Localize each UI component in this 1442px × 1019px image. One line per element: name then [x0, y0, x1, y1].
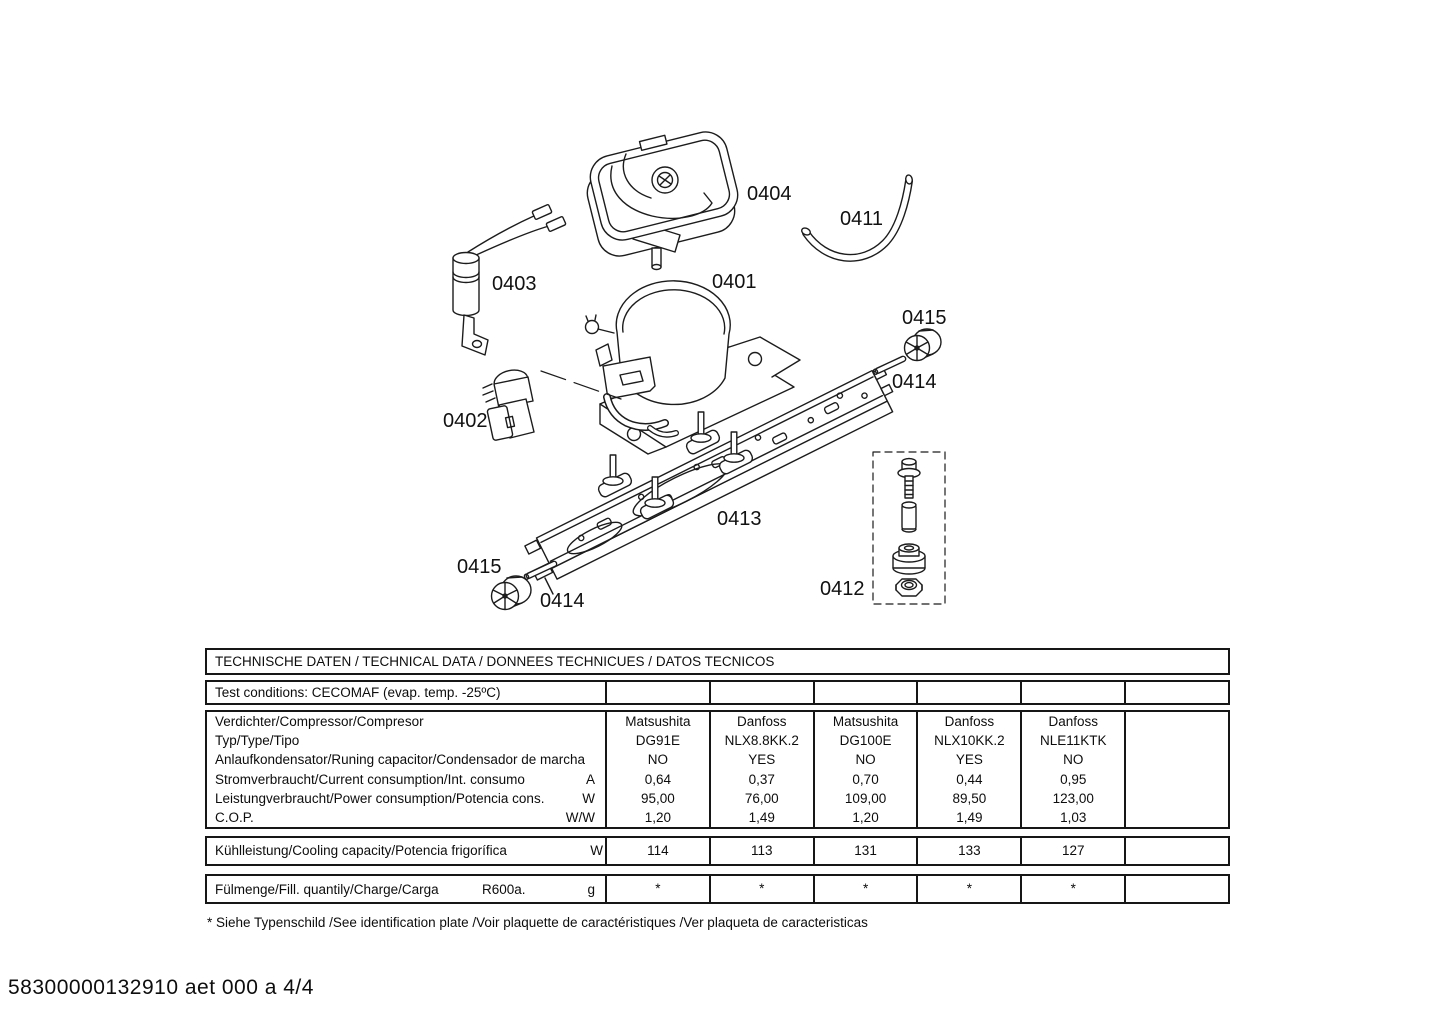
empty-cell	[1124, 682, 1228, 703]
cooling-value: 113	[750, 843, 773, 859]
cooling-capacity-row	[205, 836, 1230, 866]
part-0404-evaporation-tray	[583, 127, 743, 269]
part-label-0402: 0402	[443, 410, 488, 432]
spec-value: 1,03	[1060, 809, 1087, 825]
empty-cell	[813, 682, 917, 703]
spec-value: YES	[955, 752, 983, 768]
spec-label: Anlaufkondensator/Runing capacitor/Condensador de marcha	[215, 752, 585, 768]
fill-value: *	[966, 881, 973, 897]
spec-label: Verdichter/Compressor/Compresor	[215, 714, 424, 730]
spec-value: YES	[748, 752, 776, 768]
empty-cell	[709, 682, 813, 703]
spec-label: Typ/Type/Tipo	[215, 733, 300, 749]
spec-value: 0,37	[748, 771, 775, 787]
spec-value: 95,00	[641, 790, 675, 806]
spec-value: 76,00	[744, 790, 779, 806]
spec-label-column	[207, 712, 605, 827]
table-title: TECHNISCHE DATEN / TECHNICAL DATA / DONNEES TECHNICUES / DATOS TECNICOS	[215, 654, 775, 669]
fill-value: *	[1070, 881, 1076, 897]
part-label-0412: 0412	[820, 578, 865, 600]
empty-cell	[605, 682, 709, 703]
part-label-0401: 0401	[712, 271, 757, 293]
cooling-unit: W	[590, 843, 603, 859]
spec-value: NO	[1063, 752, 1084, 768]
spec-label: Leistungverbraucht/Power consumption/Potencia cons.	[215, 790, 545, 806]
spec-value: 109,00	[844, 790, 887, 806]
spec-column-5	[1020, 712, 1124, 827]
fill-value: *	[862, 881, 869, 897]
compressor-spec-table	[205, 710, 1230, 829]
part-label-0403: 0403	[492, 273, 537, 295]
spec-value: 1,20	[644, 809, 672, 825]
spec-column-6	[1124, 712, 1228, 827]
footnote: * Siehe Typenschild /See identification plate /Voir plaquette de caractéristiques /Ver plaqueta de caracteristicas	[207, 915, 868, 930]
test-conditions-text: Test conditions: CECOMAF (evap. temp. -25ºC)	[215, 684, 501, 700]
spec-value: DG91E	[635, 733, 681, 749]
spec-column-1	[605, 712, 709, 827]
spec-value: Matsushita	[832, 714, 899, 730]
cooling-value: 133	[958, 843, 981, 859]
cooling-value: 131	[854, 843, 877, 859]
part-label-0415-top: 0415	[902, 307, 947, 329]
part-label-0413: 0413	[717, 508, 762, 530]
spec-value: NLX10KK.2	[934, 733, 1005, 749]
spec-value: NLE11KTK	[1039, 733, 1107, 749]
table-title-bar	[205, 648, 1230, 675]
empty-cell	[916, 682, 1020, 703]
part-label-0414-bottom: 0414	[540, 590, 585, 612]
document-id: 58300000132910 aet 000 a 4/4	[8, 976, 314, 999]
spec-unit: A	[585, 771, 595, 787]
part-0412-fixing-kit	[873, 452, 945, 604]
cooling-label: Kühlleistung/Cooling capacity/Potencia frigorífica	[215, 843, 507, 859]
fill-quantity-row	[205, 874, 1230, 904]
spec-value: Danfoss	[944, 714, 995, 730]
test-conditions-row	[205, 680, 1230, 705]
spec-column-4	[916, 712, 1020, 827]
spec-value: 0,64	[644, 771, 672, 787]
spec-value: NO	[647, 752, 669, 768]
spec-unit: W	[582, 790, 595, 806]
spec-column-3	[813, 712, 917, 827]
spec-label: Stromverbraucht/Current consumption/Int. consumo	[215, 771, 525, 787]
fill-label: Fülmenge/Fill. quantily/Charge/Carga	[215, 881, 439, 897]
spec-value: 89,50	[952, 790, 987, 806]
part-label-0414-top: 0414	[892, 371, 937, 393]
cooling-value: 114	[647, 843, 669, 859]
spec-value: 0,44	[956, 771, 983, 787]
spec-value: NO	[855, 752, 876, 768]
spec-value: 0,70	[852, 771, 879, 787]
part-label-0415-bottom: 0415	[457, 556, 502, 578]
fill-value: *	[655, 881, 661, 897]
spec-value: 123,00	[1052, 790, 1094, 806]
cooling-value: 127	[1061, 843, 1085, 859]
spec-unit: W/W	[565, 809, 595, 825]
spec-label: C.O.P.	[215, 809, 254, 825]
refrigerant-type: R600a.	[482, 881, 526, 897]
spec-value: 1,20	[852, 809, 879, 825]
spec-value: Matsushita	[625, 714, 691, 730]
fill-value: *	[759, 881, 765, 897]
spec-value: DG100E	[839, 733, 892, 749]
spec-value: NLX8.8KK.2	[724, 733, 799, 749]
part-0415-grommet-bottom	[492, 576, 532, 610]
spec-value: 1,49	[748, 809, 775, 825]
part-label-0404: 0404	[747, 183, 792, 205]
fill-unit: g	[587, 881, 595, 897]
part-label-0411: 0411	[840, 208, 884, 230]
spec-column-2	[709, 712, 813, 827]
spec-value: Danfoss	[1048, 714, 1098, 730]
spec-value: 0,95	[1060, 771, 1087, 787]
spec-value: Danfoss	[736, 714, 787, 730]
empty-cell	[1020, 682, 1124, 703]
part-0415-grommet-top	[905, 329, 942, 361]
spec-value: 1,49	[956, 809, 983, 825]
